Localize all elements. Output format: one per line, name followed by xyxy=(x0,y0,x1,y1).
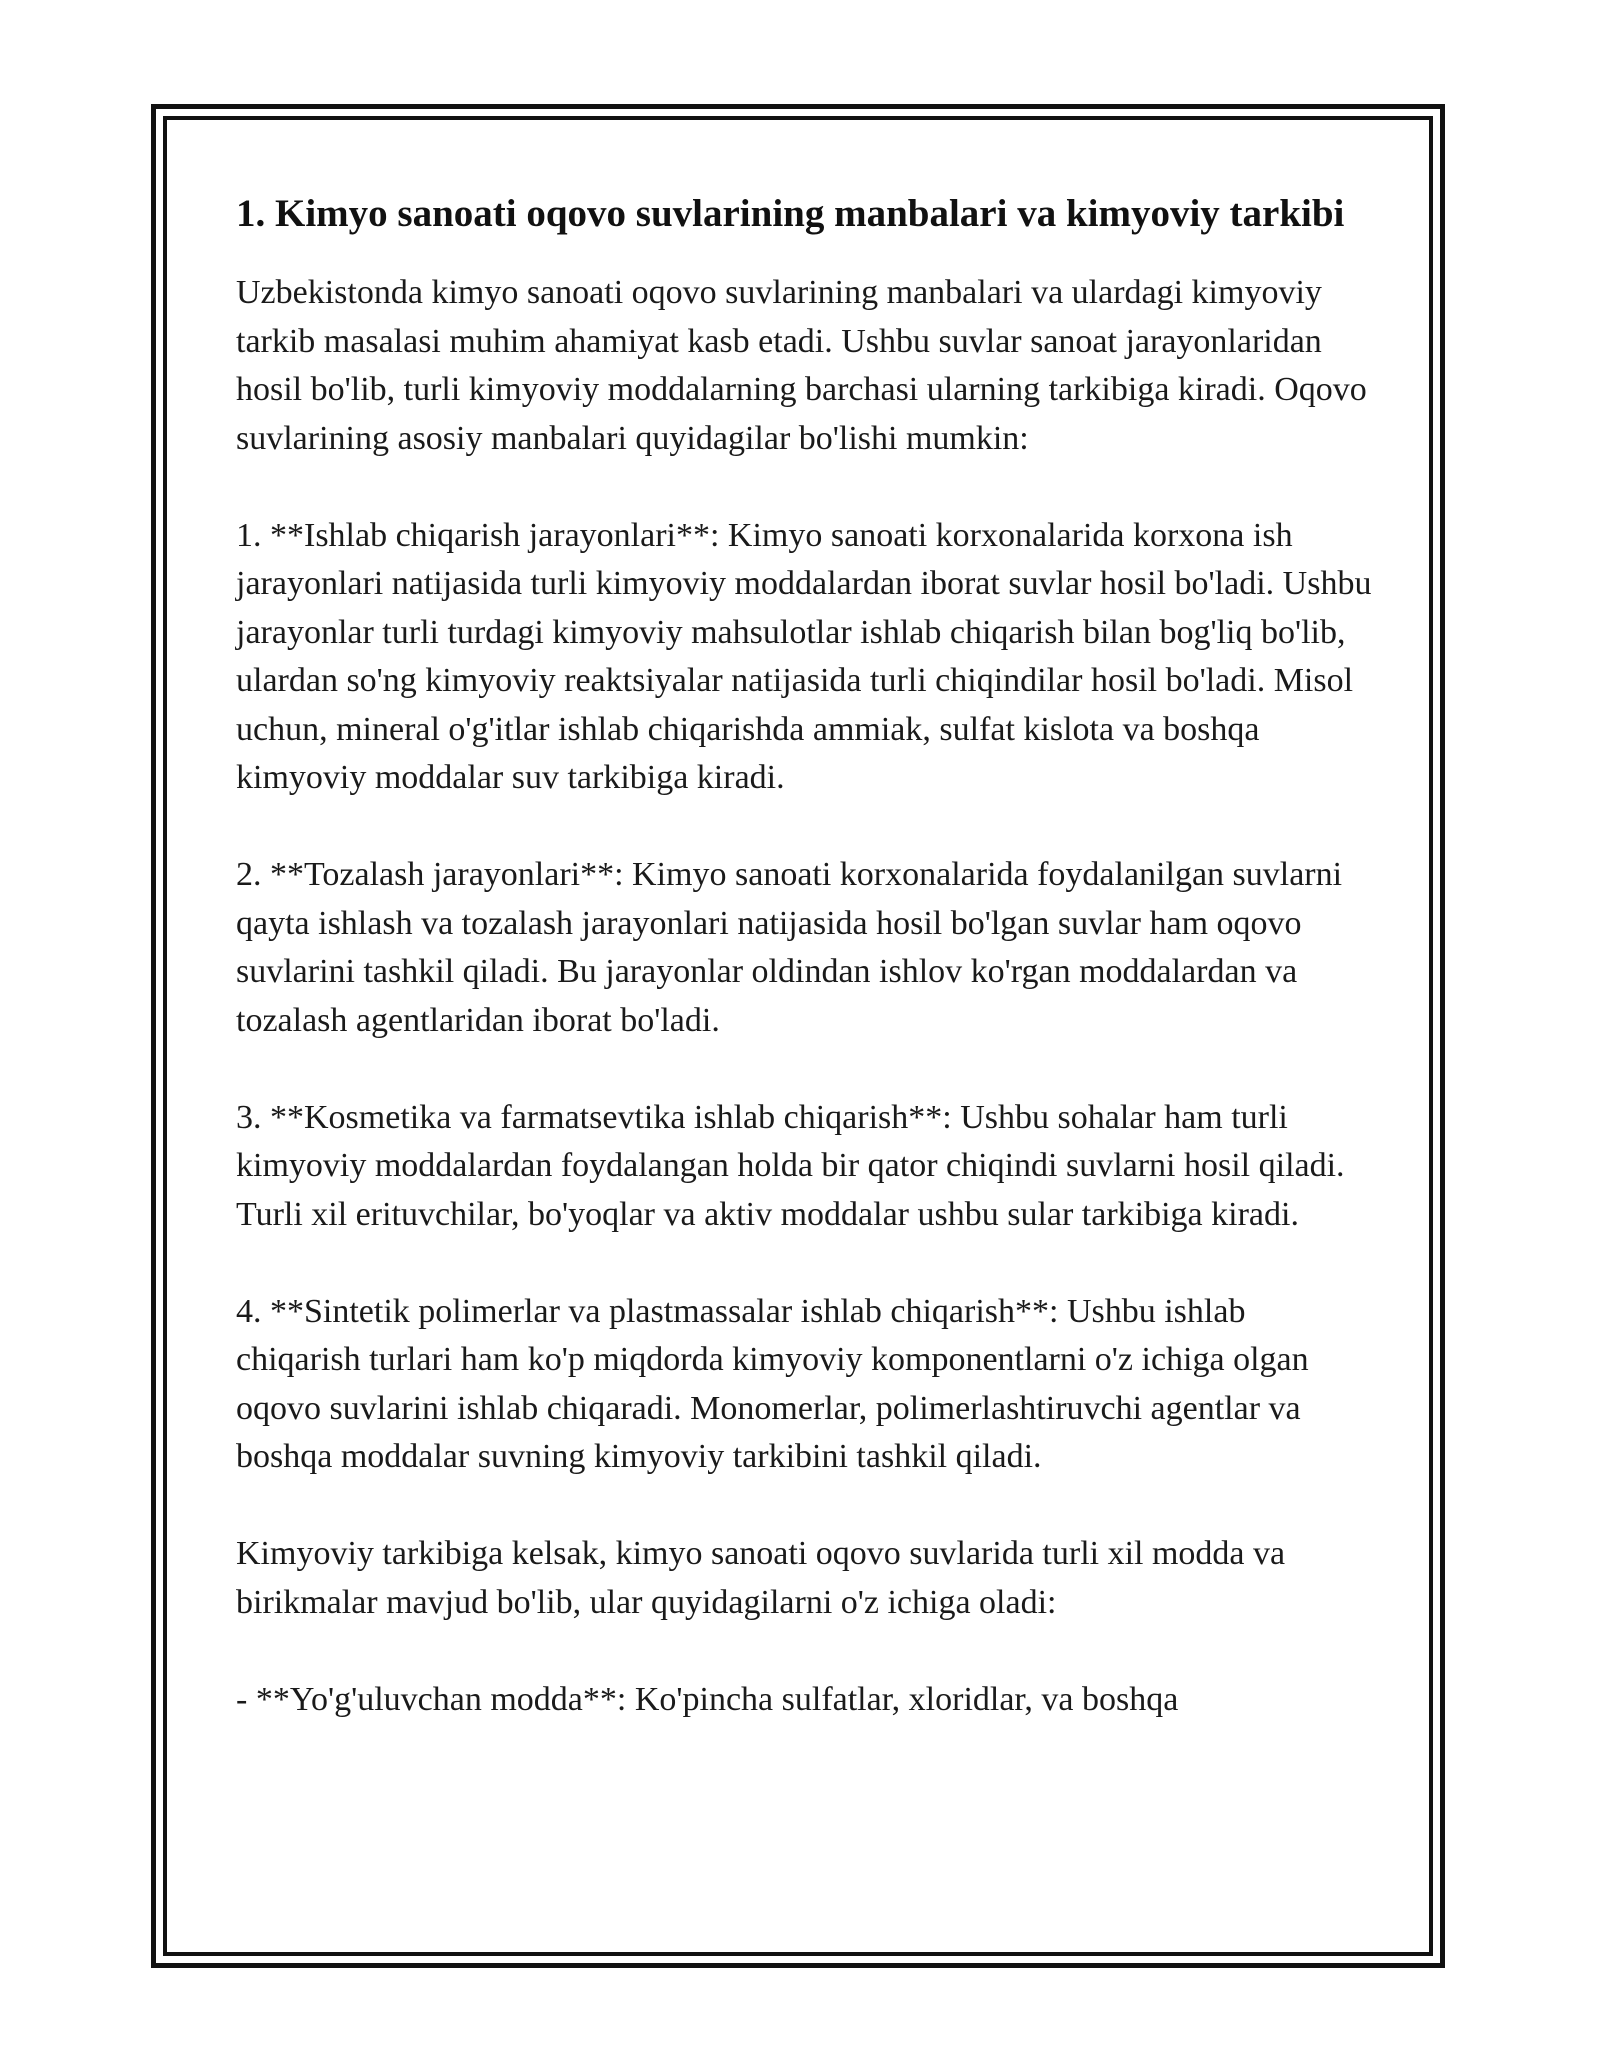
section-heading: 1. Kimyo sanoati oqovo suvlarining manbalari va kimyoviy tarkibi xyxy=(236,192,1345,235)
paragraph-item-1: 1. **Ishlab chiqarish jarayonlari**: Kimyo sanoati korxonalarida korxona ish jarayonlari natijasida turli kimyoviy moddalardan iborat suvlar hosil bo'ladi. Ushbu jarayonlar turli turdagi kimyoviy mahsulotlar ishlab chiqarish bilan bog'liq bo'lib, ulardan so'ng kimyoviy reaktsiyalar natijasida turli chiqindilar hosil bo'ladi. Misol uchun, mineral o'g'itlar ishlab chiqarishda ammiak, sulfat kislota va boshqa kimyoviy moddalar suv tarkibiga kiradi. xyxy=(236,516,1372,796)
paragraph-item-3: 3. **Kosmetika va farmatsevtika ishlab chiqarish**: Ushbu sohalar ham turli kimyoviy moddalardan foydalangan holda bir qator chiqindi suvlarni hosil qiladi. Turli xil erituvchilar, bo'yoqlar va aktiv moddalar ushbu sular tarkibiga kiradi. xyxy=(236,1098,1345,1233)
paragraph-item-2: 2. **Tozalash jarayonlari**: Kimyo sanoati korxonalarida foydalanilgan suvlarni qayta ishlash va tozalash jarayonlari natijasida hosil bo'lgan suvlar ham oqovo suvlarini tashkil qiladi. Bu jarayonlar oldindan ishlov ko'rgan moddalardan va tozalash agentlaridan iborat bo'ladi. xyxy=(236,856,1343,1039)
paragraph-list-bullet: - **Yo'g'uluvchan modda**: Ko'pincha sulfatlar, xloridlar, va boshqa xyxy=(236,1680,1179,1718)
document-body xyxy=(236,186,1376,1724)
paragraph-composition-intro: Kimyoviy tarkibiga kelsak, kimyo sanoati oqovo suvlarida turli xil modda va birikmalar mavjud bo'lib, ular quyidagilarni o'z ichiga oladi: xyxy=(236,1535,1286,1621)
paragraph-intro: Uzbekistonda kimyo sanoati oqovo suvlarining manbalari va ulardagi kimyoviy tarkib masalasi muhim ahamiyat kasb etadi. Ushbu suvlar sanoat jarayonlaridan hosil bo'lib, turli kimyoviy moddalarning barchasi ularning tarkibiga kiradi. Oqovo suvlarining asosiy manbalari quyidagilar bo'lishi mumkin: xyxy=(236,274,1367,457)
paragraph-item-4: 4. **Sintetik polimerlar va plastmassalar ishlab chiqarish**: Ushbu ishlab chiqarish turlari ham ko'p miqdorda kimyoviy komponentlarni o'z ichiga olgan oqovo suvlarini ishlab chiqaradi. Monomerlar, polimerlashtiruvchi agentlar va boshqa moddalar suvning kimyoviy tarkibini tashkil qiladi. xyxy=(236,1292,1309,1475)
